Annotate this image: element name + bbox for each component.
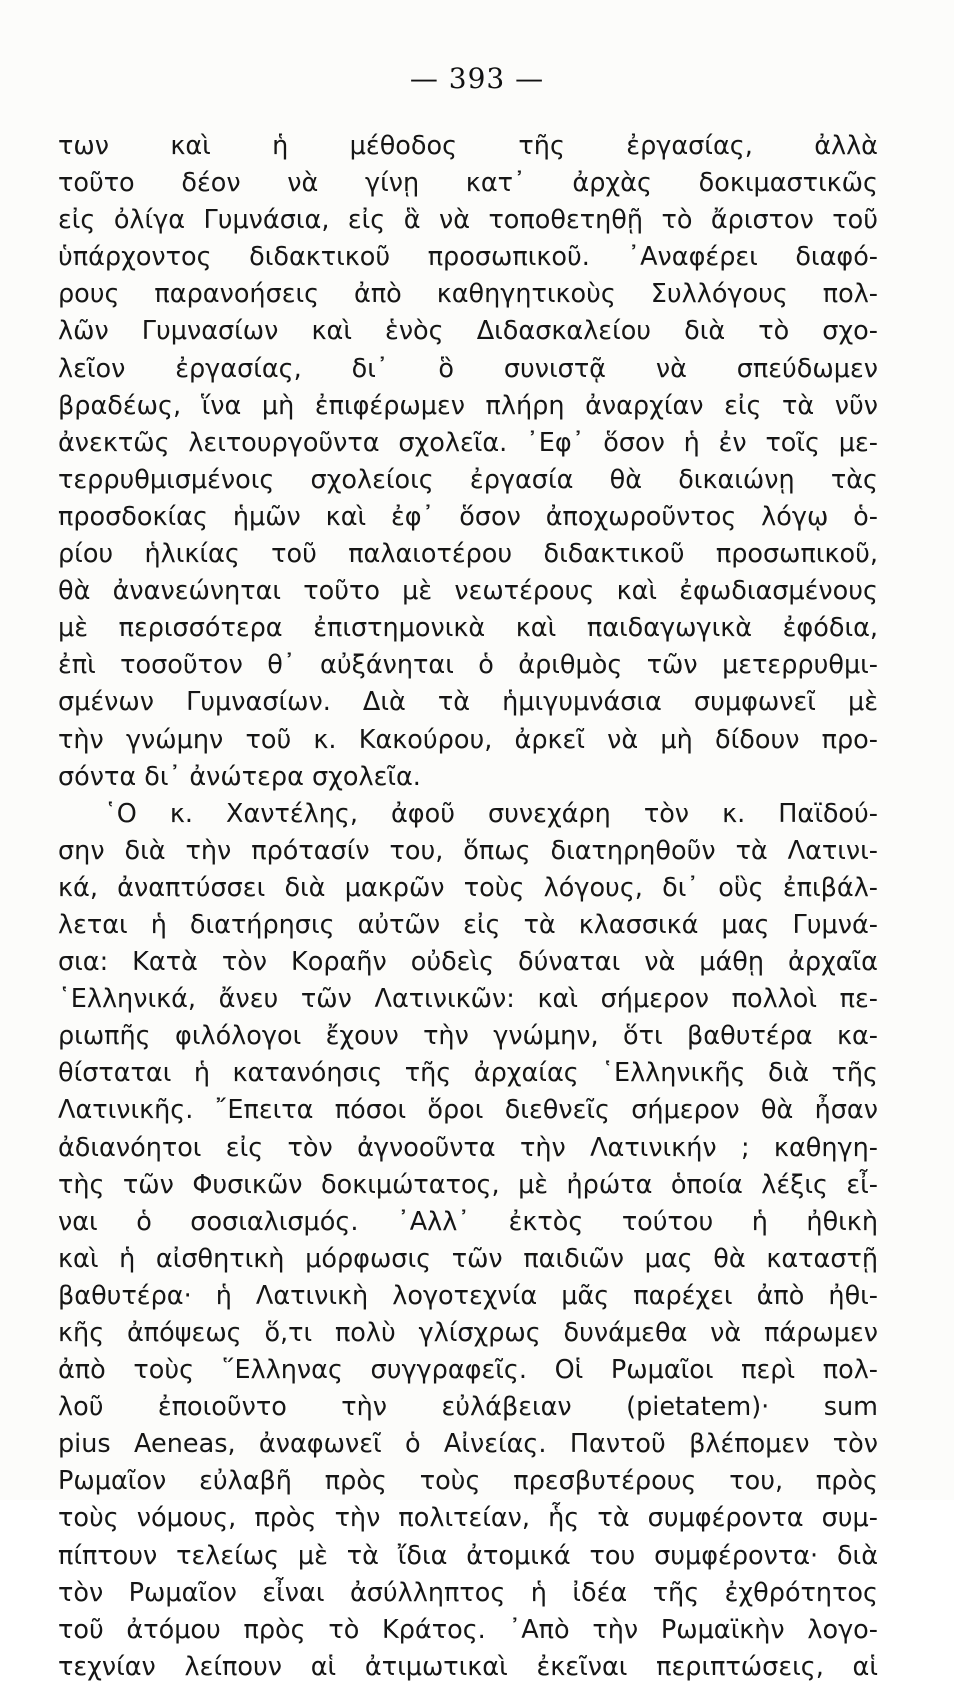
- text-line: ἀπὸ τοὺς ῞Ελληνας συγγραφεῖς. Οἱ Ρωμαῖοι περὶ πολ-: [58, 1355, 878, 1386]
- text-line: ναι ὁ σοσιαλισμός. ᾽Αλλ᾽ ἐκτὸς τούτου ἡ ἠθικὴ: [58, 1206, 878, 1237]
- text-line: κῆς ἀπόψεως ὅ,τι πολὺ γλίσχρως δυνάμεθα νὰ πάρωμεν: [58, 1318, 878, 1348]
- text-line: ριωπῆς φιλόλογοι ἔχουν τὴν γνώμην, ὅτι βαθυτέρα κα-: [58, 1021, 878, 1052]
- text-line: βραδέως, ἵνα μὴ ἐπιφέρωμεν πλήρη ἀναρχίαν εἰς τὰ νῦν: [58, 390, 878, 421]
- text-line: σια: Κατὰ τὸν Κοραῆν οὐδεὶς δύναται νὰ μάθῃ ἀρχαῖα: [58, 947, 878, 978]
- text-line: τοὺς νόμους, πρὸς τὴν πολιτείαν, ἧς τὰ συμφέροντα συμ-: [58, 1503, 878, 1534]
- text-line: βαθυτέρα· ἡ Λατινικὴ λογοτεχνία μᾶς παρέχει ἀπὸ ἠθι-: [58, 1280, 878, 1311]
- text-line: λῶν Γυμνασίων καὶ ἑνὸς Διδασκαλείου διὰ τὸ σχο-: [58, 316, 878, 347]
- text-line: λοῦ ἐποιοῦντο τὴν εὐλάβειαν (pietatem)· sum: [58, 1392, 878, 1423]
- text-line: προσδοκίας ἡμῶν καὶ ἐφ᾽ ὅσον ἀποχωροῦντος λόγῳ ὁ-: [58, 501, 878, 532]
- text-line: θίσταται ἡ κατανόησις τῆς ἀρχαίας ῾Ελληνικῆς διὰ τῆς: [58, 1058, 878, 1089]
- text-line: λεται ἡ διατήρησις αὐτῶν εἰς τὰ κλασσικά μας Γυμνά-: [58, 909, 878, 940]
- text-line: pius Aeneas, ἀναφωνεῖ ὁ Αἰνείας. Παντοῦ βλέπομεν τὸν: [58, 1429, 878, 1460]
- text-line: καὶ ἡ αἰσθητικὴ μόρφωσις τῶν παιδιῶν μας θὰ καταστῇ: [58, 1243, 878, 1274]
- text-line: ρους παρανοήσεις ἀπὸ καθηγητικοὺς Συλλόγους πολ-: [58, 279, 878, 310]
- text-line: ρίου ἡλικίας τοῦ παλαιοτέρου διδακτικοῦ προσωπικοῦ,: [58, 539, 878, 570]
- text-line: τοῦτο δέον νὰ γίνῃ κατ᾽ ἀρχὰς δοκιμαστικῶς: [58, 168, 878, 199]
- text-line: ῾Ελληνικά, ἄνευ τῶν Λατινικῶν: καὶ σήμερον πολλοὶ πε-: [58, 984, 878, 1015]
- text-line: ἐπὶ τοσοῦτον θ᾽ αὐξάνηται ὁ ἀριθμὸς τῶν μετερρυθμι-: [58, 650, 878, 681]
- text-line: τὴν γνώμην τοῦ κ. Κακούρου, ἀρκεῖ νὰ μὴ δίδουν προ-: [58, 724, 878, 755]
- body-text: [58, 128, 878, 1686]
- page-number: — 393 —: [409, 62, 545, 95]
- text-line: ὑπάρχοντος διδακτικοῦ προσωπικοῦ. ᾽Αναφέρει διαφό-: [58, 242, 878, 273]
- text-line: θὰ ἀνανεώνηται τοῦτο μὲ νεωτέρους καὶ ἐφωδιασμένους: [58, 576, 878, 607]
- text-line: Λατινικῆς. ῎Επειτα πόσοι ὅροι διεθνεῖς σήμερον θὰ ἦσαν: [58, 1095, 878, 1126]
- text-line: πίπτουν τελείως μὲ τὰ ἴδια ἀτομικά του συμφέροντα· διὰ: [58, 1540, 878, 1571]
- text-line: ἀνεκτῶς λειτουργοῦντα σχολεῖα. ᾽Εφ᾽ ὅσον ἡ ἐν τοῖς με-: [58, 427, 878, 458]
- paragraph-end-line: σόντα δι᾽ ἀνώτερα σχολεῖα.: [58, 761, 421, 792]
- paragraph-start-line: ῾Ο κ. Χαντέλης, ἀφοῦ συνεχάρη τὸν κ. Παϊδού-: [104, 798, 878, 829]
- text-line: τερρυθμισμένοις σχολείοις ἐργασία θὰ δικαιώνῃ τὰς: [58, 464, 878, 495]
- text-line: τὴς τῶν Φυσικῶν δοκιμώτατος, μὲ ἠρώτα ὁποία λέξις εἶ-: [58, 1169, 878, 1200]
- text-line: τεχνίαν λείπουν αἱ ἀτιμωτικαὶ ἐκεῖναι περιπτώσεις, αἱ: [58, 1651, 878, 1682]
- text-line: εἰς ὀλίγα Γυμνάσια, εἰς ἃ νὰ τοποθετηθῇ τὸ ἄριστον τοῦ: [58, 205, 878, 236]
- text-line: μὲ περισσότερα ἐπιστημονικὰ καὶ παιδαγωγικὰ ἐφόδια,: [58, 613, 878, 644]
- text-line: τοῦ ἀτόμου πρὸς τὸ Κράτος. ᾽Απὸ τὴν Ρωμαϊκὴν λογο-: [58, 1614, 878, 1645]
- text-line: σην διὰ τὴν πρότασίν του, ὅπως διατηρηθοῦν τὰ Λατινι-: [58, 835, 878, 866]
- text-line: τὸν Ρωμαῖον εἶναι ἀσύλληπτος ἡ ἰδέα τῆς ἐχθρότητος: [58, 1577, 878, 1608]
- text-line: ἀδιανόητοι εἰς τὸν ἀγνοοῦντα τὴν Λατινικήν ; καθηγη-: [58, 1132, 878, 1163]
- text-line: κά, ἀναπτύσσει διὰ μακρῶν τοὺς λόγους, δι᾽ οὓς ἐπιβάλ-: [58, 872, 878, 903]
- text-line: λεῖον ἐργασίας, δι᾽ ὃ συνιστᾷ νὰ σπεύδωμεν: [58, 353, 878, 384]
- text-line: των καὶ ἡ μέθοδος τῆς ἐργασίας, ἀλλὰ: [58, 131, 878, 161]
- text-line: σμένων Γυμνασίων. Διὰ τὰ ἡμιγυμνάσια συμφωνεῖ μὲ: [58, 687, 878, 718]
- text-line: Ρωμαῖον εὐλαβῆ πρὸς τοὺς πρεσβυτέρους του, πρὸς: [58, 1466, 878, 1497]
